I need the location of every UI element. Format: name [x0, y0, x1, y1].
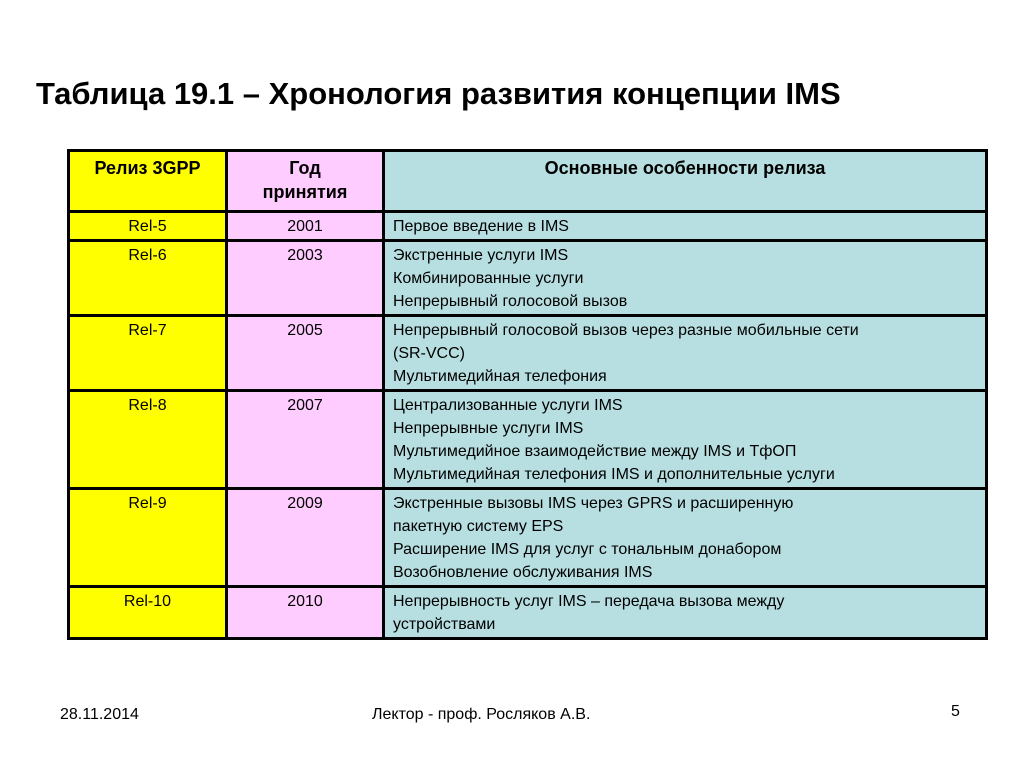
table-row	[69, 212, 987, 241]
feature-line: Непрерывность услуг IMS – передача вызова между	[393, 593, 785, 610]
slide-title: Таблица 19.1 – Хронология развития концепции IMS	[36, 76, 841, 111]
release-cell: Rel-9	[69, 489, 227, 587]
feature-line: Непрерывный голосовой вызов	[393, 293, 628, 310]
year-cell: 2003	[227, 241, 384, 316]
feature-line: Непрерывный голосовой вызов через разные мобильные сети	[393, 322, 859, 339]
header-release: Релиз 3GPP	[69, 151, 227, 212]
feature-line: Непрерывные услуги IMS	[393, 420, 584, 437]
features-cell	[384, 212, 987, 241]
page-number: 5	[951, 703, 960, 720]
table-row	[69, 391, 987, 489]
feature-line: Экстренные услуги IMS	[393, 247, 569, 264]
feature-line: Первое введение в IMS	[393, 218, 569, 235]
year-cell: 2009	[227, 489, 384, 587]
table-row	[69, 587, 987, 639]
footer-lecturer: Лектор - проф. Росляков А.В.	[372, 706, 591, 723]
year-cell: 2001	[227, 212, 384, 241]
release-cell: Rel-5	[69, 212, 227, 241]
feature-line: Мультимедийная телефония	[393, 368, 607, 385]
table-row	[69, 316, 987, 391]
release-cell: Rel-8	[69, 391, 227, 489]
feature-line: Расширение IMS для услуг с тональным донабором	[393, 541, 782, 558]
release-cell: Rel-10	[69, 587, 227, 639]
table-row	[69, 489, 987, 587]
features-cell	[384, 587, 987, 639]
footer-date: 28.11.2014	[60, 706, 139, 723]
release-cell: Rel-6	[69, 241, 227, 316]
table-row	[69, 241, 987, 316]
features-cell	[384, 489, 987, 587]
year-cell: 2010	[227, 587, 384, 639]
features-cell	[384, 241, 987, 316]
header-year	[227, 151, 384, 212]
features-cell	[384, 391, 987, 489]
feature-line: Комбинированные услуги	[393, 270, 584, 287]
feature-line: Мультимедийная телефония IMS и дополнительные услуги	[393, 466, 835, 483]
features-cell	[384, 316, 987, 391]
feature-line: устройствами	[393, 616, 496, 633]
year-cell: 2007	[227, 391, 384, 489]
header-features: Основные особенности релиза	[384, 151, 987, 212]
feature-line: пакетную систему EPS	[393, 518, 564, 535]
ims-chronology-table	[67, 149, 988, 640]
feature-line: Экстренные вызовы IMS через GPRS и расширенную	[393, 495, 794, 512]
table-header-row	[69, 151, 987, 212]
header-year-line-2: принятия	[262, 182, 348, 202]
year-cell: 2005	[227, 316, 384, 391]
feature-line: Мультимедийное взаимодействие между IMS и ТфОП	[393, 443, 797, 460]
release-cell: Rel-7	[69, 316, 227, 391]
feature-line: (SR-VCC)	[393, 345, 465, 362]
feature-line: Централизованные услуги IMS	[393, 397, 623, 414]
header-year-line-1: Год	[289, 158, 321, 178]
feature-line: Возобновление обслуживания IMS	[393, 564, 653, 581]
